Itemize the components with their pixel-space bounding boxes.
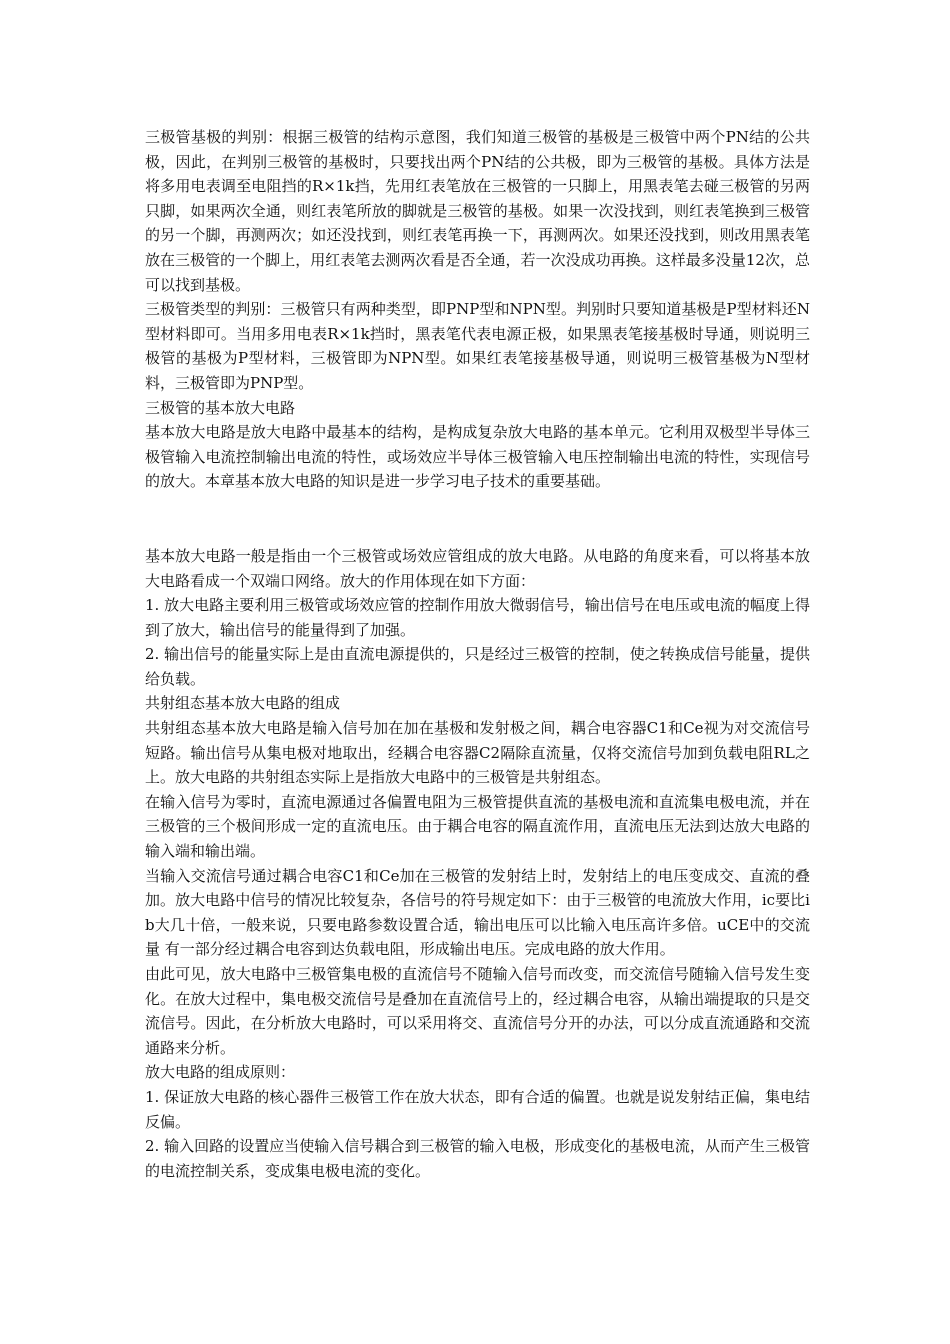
paragraph-common-emitter-structure: 共射组态基本放大电路是输入信号加在加在基极和发射极之间，耦合电容器C1和Ce视为对交流信号短路。输出信号从集电极对地取出，经耦合电容器C2隔除直流量，仅将交流信号加到负载电阻RL之上。放大电路的共射组态实际上是指放大电路中的三极管是共射组态。 — [145, 719, 810, 787]
heading-common-emitter: 共射组态基本放大电路的组成 — [145, 694, 341, 713]
list-item-energy-source: 2. 输出信号的能量实际上是由直流电源提供的，只是经过三极管的控制，使之转换成信号能量，提供给负载。 — [145, 645, 810, 688]
paragraph-basic-amplifier-intro: 基本放大电路是放大电路中最基本的结构，是构成复杂放大电路的基本单元。它利用双极型半导体三极管输入电流控制输出电流的特性，或场效应半导体三极管输入电压控制输出电流的特性，实现信号的放大。本章基本放大电路的知识是进一步学习电子技术的重要基础。 — [145, 423, 810, 491]
heading-basic-amplifier: 三极管的基本放大电路 — [145, 398, 296, 417]
paragraph-basic-amplifier-definition: 基本放大电路一般是指由一个三极管或场效应管组成的放大电路。从电路的角度来看，可以将基本放大电路看成一个双端口网络。放大的作用体现在如下方面： — [145, 546, 810, 590]
heading-design-principles: 放大电路的组成原则： — [145, 1063, 296, 1082]
paragraph-dc-ac-analysis: 由此可见，放大电路中三极管集电极的直流信号不随输入信号而改变，而交流信号随输入信号发生变化。在放大过程中，集电极交流信号是叠加在直流信号上的，经过耦合电容，从输出端提取的只是交流信号。因此，在分析放大电路时，可以采用将交、直流信号分开的办法，可以分成直流通路和交流通路来分析。 — [145, 965, 810, 1057]
paragraph-zero-input: 在输入信号为零时，直流电源通过各偏置电阻为三极管提供直流的基极电流和直流集电极电流，并在三极管的三个极间形成一定的直流电压。由于耦合电容的隔直流作用，直流电压无法到达放大电路的输入端和输出端。 — [145, 792, 810, 861]
paragraph-ac-input: 当输入交流信号通过耦合电容C1和Ce加在三极管的发射结上时，发射结上的电压变成交、直流的叠加。放大电路中信号的情况比较复杂，各信号的符号规定如下：由于三极管的电流放大作用，ic要比ib大几十倍，一般来说，只要电路参数设置合适，输出电压可以比输入电压高许多倍。uCE中的交流量 有一部分经过耦合电容到达负载电阻，形成输出电压。完成电路的放大作用。 — [145, 866, 810, 959]
paragraph-type-identification: 三极管类型的判别：三极管只有两种类型，即PNP型和NPN型。判别时只要知道基极是P型材料还N型材料即可。当用多用电表R×1k挡时，黑表笔代表电源正极，如果黑表笔接基极时导通，则说明三极管的基极为P型材料，三极管即为NPN型。如果红表笔接基极导通，则说明三极管基极为N型材料，三极管即为PNP型。 — [145, 300, 810, 392]
list-item-amplify-signal: 1. 放大电路主要利用三极管或场效应管的控制作用放大微弱信号，输出信号在电压或电流的幅度上得到了放大，输出信号的能量得到了加强。 — [145, 596, 810, 639]
list-item-input-coupling: 2. 输入回路的设置应当使输入信号耦合到三极管的输入电极，形成变化的基极电流，从而产生三极管的电流控制关系，变成集电极电流的变化。 — [145, 1137, 810, 1180]
paragraph-base-identification: 三极管基极的判别：根据三极管的结构示意图，我们知道三极管的基极是三极管中两个PN结的公共极，因此，在判别三极管的基极时，只要找出两个PN结的公共极，即为三极管的基极。具体方法是将多用电表调至电阻挡的R×1k挡，先用红表笔放在三极管的一只脚上，用黑表笔去碰三极管的另两只脚，如果两次全通，则红表笔所放的脚就是三极管的基极。如果一次没找到，则红表笔换到三极管的另一个脚，再测两次；如还没找到，则红表笔再换一下，再测两次。如果还没找到，则改用黑表笔放在三极管的一个脚上，用红表笔去测两次看是否全通，若一次没成功再换。这样最多没量12次，总可以找到基极。 — [145, 128, 810, 294]
list-item-bias-principle: 1. 保证放大电路的核心器件三极管工作在放大状态，即有合适的偏置。也就是说发射结正偏，集电结反偏。 — [145, 1087, 810, 1131]
document-body — [145, 125, 810, 1183]
section-gap — [145, 494, 810, 544]
